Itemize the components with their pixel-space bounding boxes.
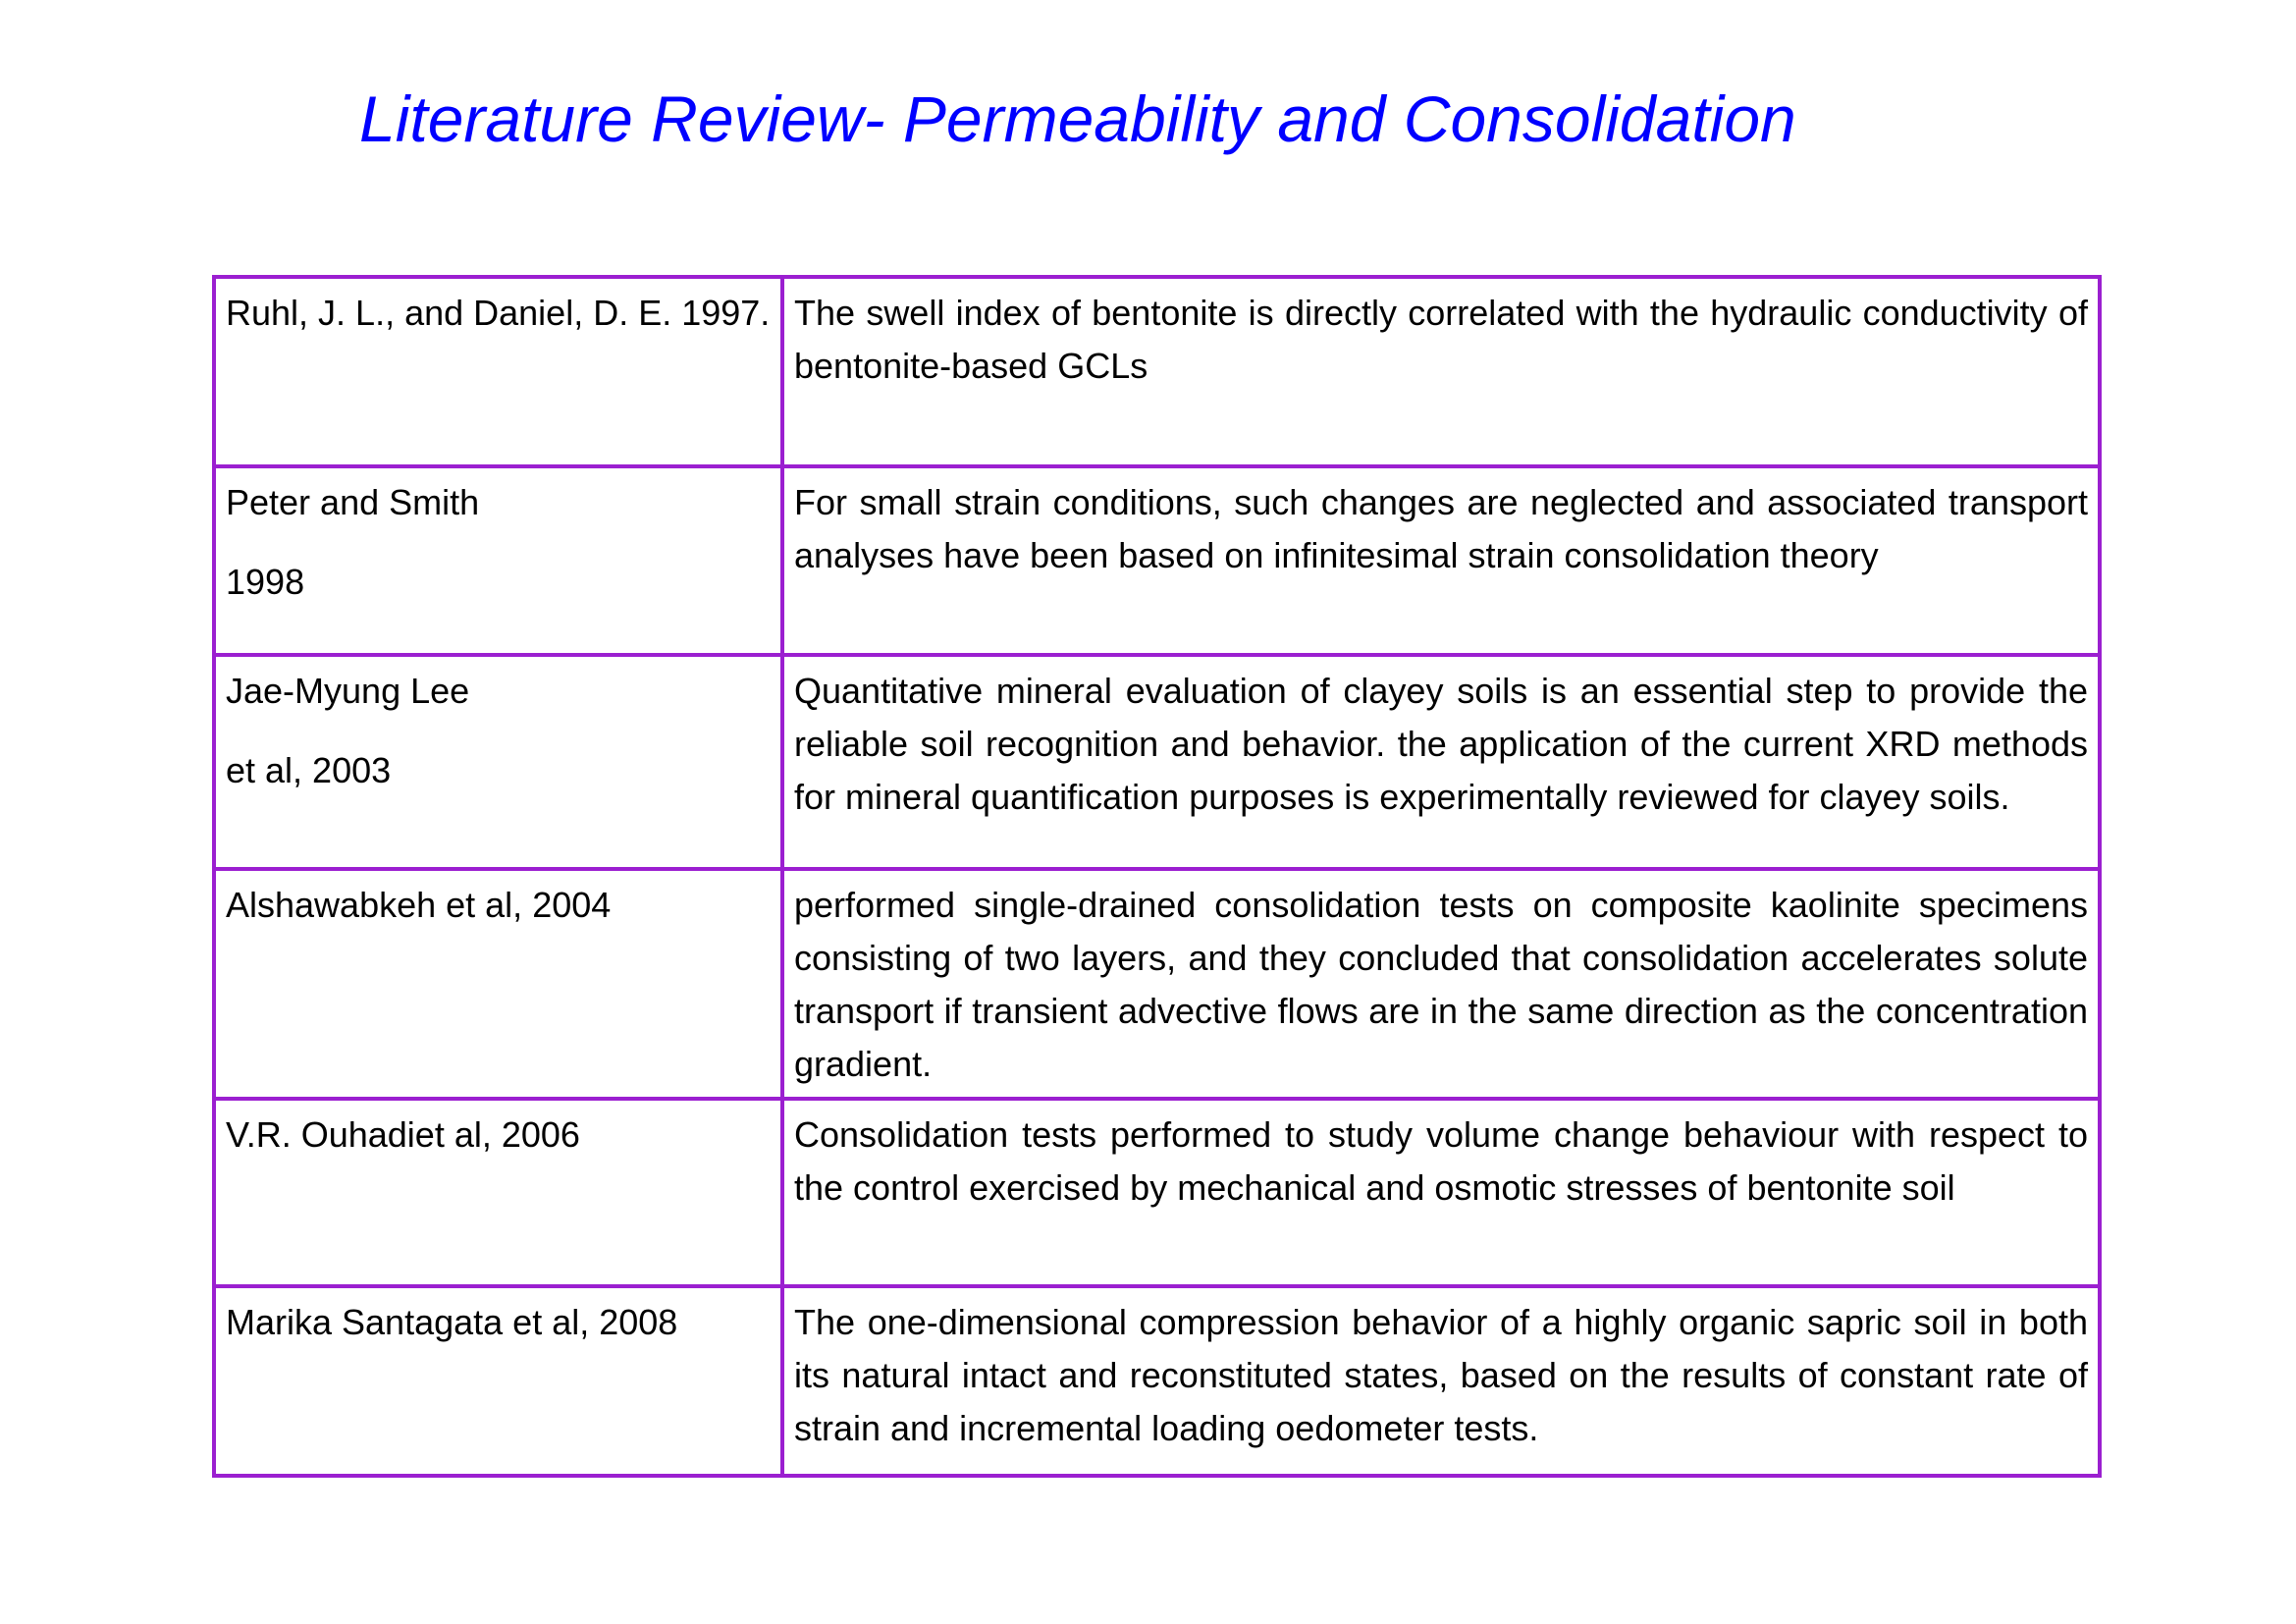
finding-text: The one-dimensional compression behavior of a highly organic sapric soil in both its natural intact and reconstituted states, based on the results of constant rate of strain and incremental loading oedometer tests.	[794, 1302, 2088, 1448]
table-row	[214, 1099, 2100, 1286]
finding-text: For small strain conditions, such changes are neglected and associated transport analyses have been based on infinitesimal strain consolidation theory	[794, 482, 2088, 575]
table-row	[214, 869, 2100, 1099]
author-name: V.R. Ouhadiet al, 2006	[226, 1114, 580, 1155]
finding-text: The swell index of bentonite is directly correlated with the hydraulic conductivity of bentonite-based GCLs	[794, 293, 2088, 386]
author-name: Ruhl, J. L., and Daniel, D. E. 1997.	[226, 293, 771, 333]
author-cell	[214, 869, 782, 1099]
author-cell	[214, 1099, 782, 1286]
author-year: 1998	[226, 562, 305, 602]
finding-text: performed single-drained consolidation tests on composite kaolinite specimens consisting of two layers, and they concluded that consolidation accelerates solute transport if transient advective flows are in the same direction as the concentration gradient.	[794, 885, 2088, 1084]
finding-text: Quantitative mineral evaluation of clayey soils is an essential step to provide the reliable soil recognition and behavior. the application of the current XRD methods for mineral quantification purposes is experimentally reviewed for clayey soils.	[794, 671, 2088, 817]
author-cell	[214, 466, 782, 655]
finding-cell	[782, 466, 2100, 655]
author-cell	[214, 277, 782, 466]
finding-cell	[782, 869, 2100, 1099]
table-row	[214, 1286, 2100, 1476]
author-year: et al, 2003	[226, 750, 392, 790]
author-name: Jae-Myung Lee	[226, 671, 470, 711]
finding-cell	[782, 1286, 2100, 1476]
finding-cell	[782, 1099, 2100, 1286]
literature-table	[212, 275, 2102, 1478]
finding-cell	[782, 277, 2100, 466]
page-title: Literature Review- Permeability and Consolidation	[359, 82, 1796, 155]
author-name: Alshawabkeh et al, 2004	[226, 885, 612, 925]
table-row	[214, 466, 2100, 655]
author-name: Marika Santagata et al, 2008	[226, 1302, 678, 1342]
table-row	[214, 655, 2100, 869]
author-cell	[214, 655, 782, 869]
author-name: Peter and Smith	[226, 482, 480, 522]
finding-cell	[782, 655, 2100, 869]
table-row	[214, 277, 2100, 466]
author-cell	[214, 1286, 782, 1476]
finding-text: Consolidation tests performed to study volume change behaviour with respect to the control exercised by mechanical and osmotic stresses of bentonite soil	[794, 1114, 2088, 1208]
